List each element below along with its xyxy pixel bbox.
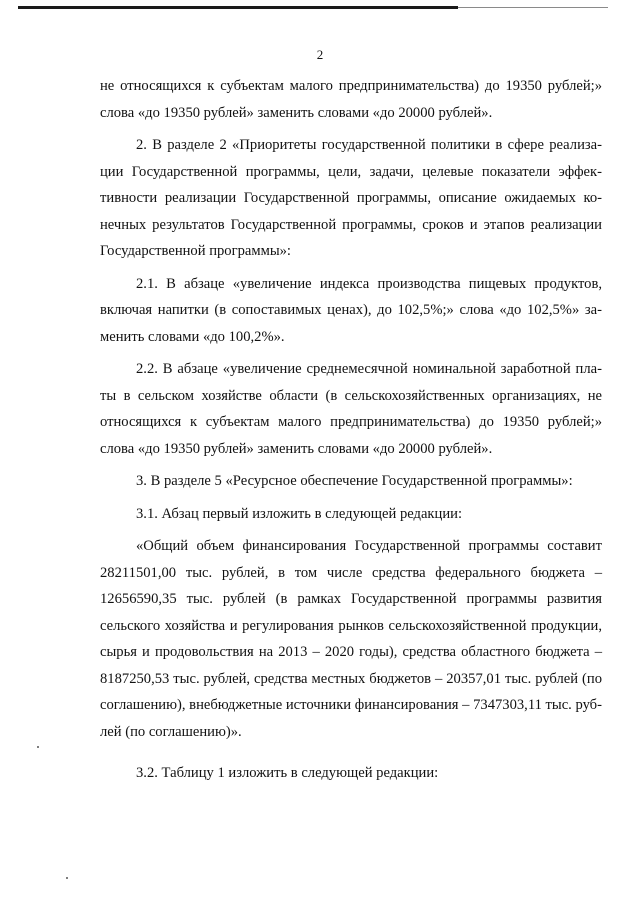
document-body	[100, 73, 602, 787]
paragraph-continuation: не относящихся к субъектам малого предпринимательства) до 19350 рублей;» слова «до 19350 рублей» заменить словами «до 20000 рублей».	[100, 78, 602, 121]
top-scan-rule-tail	[458, 7, 608, 8]
scan-speck	[66, 877, 68, 879]
paragraph-funding-quote: «Общий объем финансирования Государственной программы составит 28211501,00 тыс. рублей, в том числе средства федерального бюджета – 12656590,35 тыс. рублей (в рамках Государственной программы развития сельского хозяйства и регулирования рынков сельскохозяйственной продукции, сырья и продовольствия на 2013 – 2020 годы), средства областного бюджета – 8187250,53 тыс. рублей, средства местных бюджетов – 20357,01 тыс. рублей (по соглашению), внебюджетные источники финансирования – 7347303,11 тыс. рублей (по соглашению)».	[100, 538, 602, 740]
paragraph-section-2: 2. В разделе 2 «Приоритеты государственной политики в сфере реализации Государственной программы, цели, задачи, целевые показатели эффективности реализации Государственной программы, описание ожидаемых конечных результатов Государственной программы, сроков и этапов реализации Государственной программы»:	[100, 137, 602, 259]
paragraph-3-1: 3.1. Абзац первый изложить в следующей редакции:	[136, 505, 463, 522]
scan-speck	[37, 746, 39, 748]
paragraph-section-3: 3. В разделе 5 «Ресурсное обеспечение Государственной программы»:	[136, 473, 573, 489]
paragraph-2-1: 2.1. В абзаце «увеличение индекса производства пищевых продуктов, включая напитки (в сопоставимых ценах), до 102,5%;» слова «до 102,5%» заменить словами «до 100,2%».	[100, 275, 602, 345]
page-number: 2	[316, 47, 324, 62]
paragraph-3-2: 3.2. Таблицу 1 изложить в следующей редакции:	[136, 765, 439, 781]
top-scan-rule	[18, 6, 458, 9]
paragraph-2-2: 2.2. В абзаце «увеличение среднемесячной номинальной заработной платы в сельском хозяйстве области (в сельскохозяйственных организациях, не относящихся к субъектам малого предпринимательства) до 19350 рублей;» слова «до 19350 рублей» заменить словами «до 20000 рублей».	[100, 361, 602, 457]
